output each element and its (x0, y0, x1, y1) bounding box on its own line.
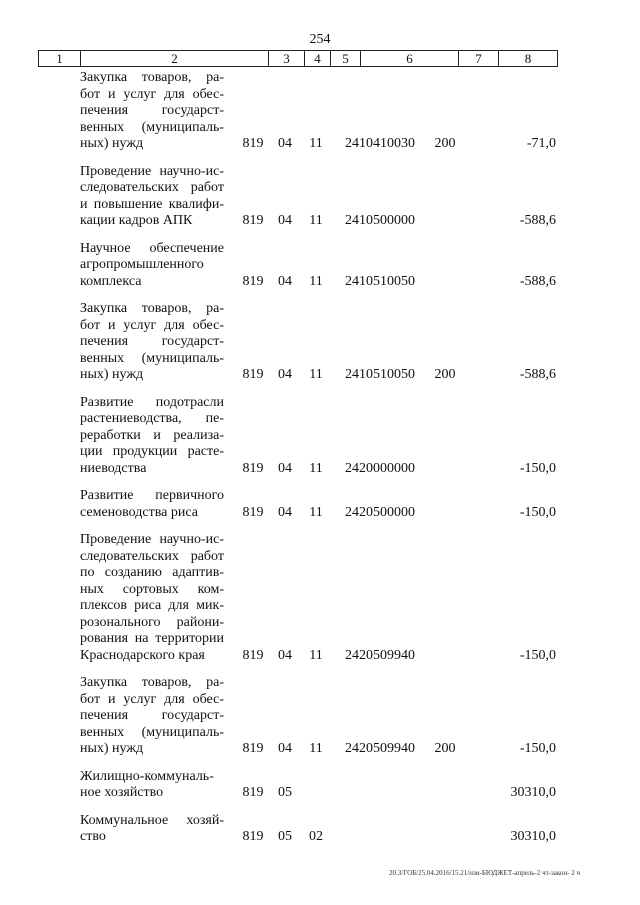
description-line: и повышение квалифи- (80, 196, 224, 212)
description-line: Развитие подотрасли (80, 394, 224, 410)
description-line: бот и услуг для обес- (80, 317, 224, 333)
row-col-4: 05 (278, 829, 292, 844)
table-row (0, 769, 640, 802)
page-number: 254 (309, 32, 331, 47)
header-col-3: 3 (269, 51, 305, 66)
description-line: реработки и реализа- (80, 427, 224, 443)
row-description (80, 70, 224, 153)
description-line: растениеводства, пе- (80, 411, 224, 426)
row-col-4: 04 (278, 741, 292, 756)
header-col-8: 8 (524, 51, 532, 66)
row-col-3: 819 (242, 829, 264, 844)
row-description (80, 813, 224, 846)
row-col-6: 2410500000 (345, 213, 415, 228)
description-line: по созданию адаптив- (80, 565, 224, 580)
table-row (0, 395, 640, 478)
row-col-5: 11 (309, 273, 323, 289)
description-line: Закупка товаров, ра- (80, 675, 224, 690)
row-col-3: 819 (242, 504, 264, 520)
description-line: плексов риса для мик- (80, 598, 224, 613)
row-col-8: -588,6 (519, 213, 556, 228)
row-col-4: 04 (278, 213, 292, 228)
description-line: ство (80, 829, 106, 844)
description-line: Проведение научно-ис- (80, 163, 224, 179)
row-col-8: -588,6 (519, 273, 556, 289)
description-line: печения государст- (80, 103, 224, 118)
header-col-4: 4 (305, 51, 331, 66)
row-description (80, 164, 224, 230)
row-col-7: 200 (434, 136, 456, 151)
row-col-8: -150,0 (519, 504, 556, 520)
row-col-3: 819 (242, 741, 264, 756)
description-line: ных) нужд (80, 741, 144, 756)
description-line: венных (муниципаль- (80, 119, 224, 135)
header-col-7: 7 (459, 51, 499, 66)
row-col-8: -150,0 (519, 460, 556, 476)
row-col-6: 2420509940 (345, 741, 415, 756)
table-row (0, 164, 640, 230)
row-description (80, 301, 224, 384)
row-col-8: -150,0 (519, 741, 556, 756)
row-description (80, 395, 224, 478)
description-line: рования на территории (80, 631, 224, 646)
description-line: Закупка товаров, ра- (80, 70, 224, 85)
row-col-6: 2420000000 (345, 460, 415, 476)
description-line: агропромышленного (80, 257, 204, 272)
description-line: ных сортовых ком- (80, 581, 224, 597)
row-col-8: -588,6 (519, 367, 556, 382)
description-line: следовательских работ (80, 548, 224, 564)
row-col-3: 819 (242, 273, 264, 289)
row-col-5: 11 (309, 647, 323, 663)
row-col-4: 04 (278, 647, 292, 663)
row-col-4: 04 (278, 504, 292, 520)
table-header-row (38, 50, 558, 67)
description-line: ции продукции расте- (80, 444, 224, 459)
footer-path: 20.3/ГОБ/25.04.2016/15.21/нзи-БЮДЖЕТ-апрель-2 чт-закон- 2 ч (389, 869, 580, 877)
row-col-5: 02 (309, 829, 323, 844)
header-col-5: 5 (331, 51, 361, 66)
table-row (0, 70, 640, 153)
row-col-7: 200 (434, 741, 456, 756)
description-line: венных (муниципаль- (80, 350, 224, 366)
header-col-1: 1 (39, 51, 81, 66)
description-line: Жилищно-коммуналь- (80, 768, 214, 784)
description-line: Краснодарского края (80, 647, 205, 663)
row-col-4: 04 (278, 367, 292, 382)
row-col-6: 2420500000 (345, 504, 415, 520)
table-row (0, 675, 640, 758)
row-col-5: 11 (309, 213, 323, 228)
table-row (0, 488, 640, 521)
row-description (80, 532, 224, 664)
row-col-5: 11 (309, 504, 323, 520)
row-description (80, 675, 224, 758)
row-col-3: 819 (242, 460, 264, 476)
row-col-8: 30310,0 (510, 785, 556, 800)
description-line: кации кадров АПК (80, 213, 193, 228)
row-col-6: 2420509940 (345, 647, 415, 663)
row-col-3: 819 (242, 367, 264, 382)
row-col-7: 200 (434, 367, 456, 382)
description-line: ниеводства (80, 460, 147, 476)
description-line: ное хозяйство (80, 785, 164, 800)
description-line: печения государст- (80, 708, 224, 723)
description-line: бот и услуг для обес- (80, 86, 224, 102)
description-line: розонального райони- (80, 614, 224, 630)
row-col-6: 2410510050 (345, 273, 415, 289)
row-col-6: 2410510050 (345, 367, 415, 382)
description-line: следовательских работ (80, 180, 224, 195)
table-row (0, 813, 640, 846)
row-col-5: 11 (309, 136, 323, 151)
description-line: печения государст- (80, 334, 224, 349)
description-line: Научное обеспечение (80, 240, 224, 256)
table-row (0, 301, 640, 384)
row-col-3: 819 (242, 785, 264, 800)
row-col-4: 04 (278, 460, 292, 476)
row-description (80, 241, 224, 291)
row-col-6: 2410410030 (345, 136, 415, 151)
row-description (80, 769, 224, 802)
row-col-3: 819 (242, 136, 264, 151)
header-col-2: 2 (81, 51, 269, 66)
description-line: ных) нужд (80, 136, 144, 151)
row-col-8: 30310,0 (510, 829, 556, 844)
row-col-8: -71,0 (526, 136, 556, 151)
row-col-5: 11 (309, 460, 323, 476)
description-line: Закупка товаров, ра- (80, 301, 224, 316)
description-line: Коммунальное хозяй- (80, 812, 224, 828)
header-col-6: 6 (361, 51, 459, 66)
table-row (0, 532, 640, 664)
description-line: Развитие первичного (80, 488, 224, 503)
description-line: ных) нужд (80, 367, 144, 382)
description-line: комплекса (80, 273, 142, 289)
description-line: семеноводства риса (80, 504, 198, 520)
row-col-8: -150,0 (519, 647, 556, 663)
table-row (0, 241, 640, 291)
row-col-4: 05 (278, 785, 292, 800)
row-col-5: 11 (309, 367, 323, 382)
row-col-5: 11 (309, 741, 323, 756)
description-line: венных (муниципаль- (80, 724, 224, 740)
row-col-4: 04 (278, 136, 292, 151)
row-description (80, 488, 224, 521)
description-line: бот и услуг для обес- (80, 691, 224, 707)
row-col-3: 819 (242, 213, 264, 228)
row-col-3: 819 (242, 647, 264, 663)
description-line: Проведение научно-ис- (80, 532, 224, 547)
row-col-4: 04 (278, 273, 292, 289)
